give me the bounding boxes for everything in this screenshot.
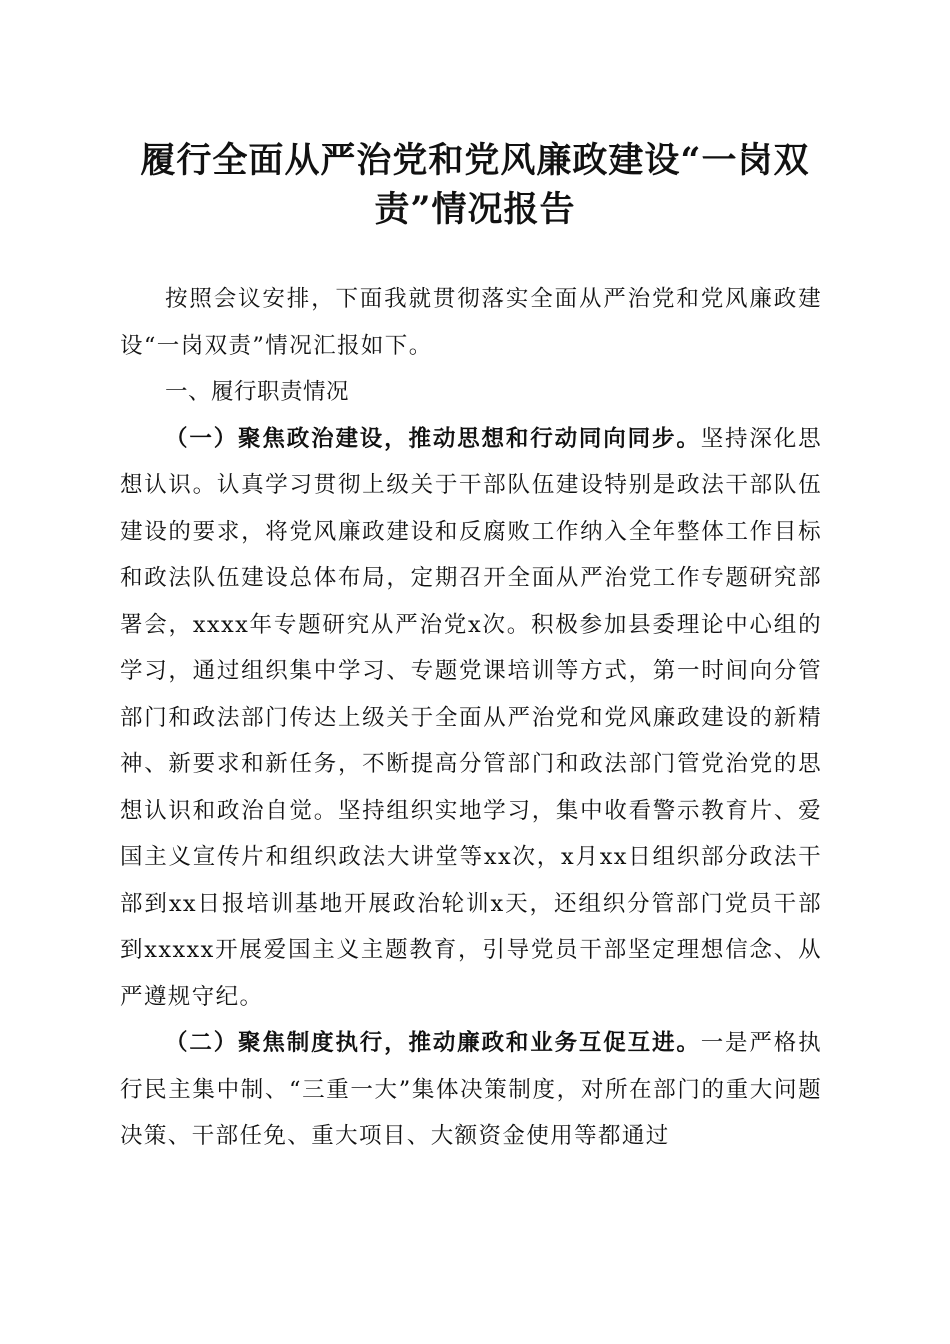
section-heading: 一、履行职责情况 (165, 379, 350, 405)
paragraph-1-body: 坚持深化思想认识。认真学习贯彻上级关于干部队伍建设特别是政法干部队伍建设的要求，将党风廉政建设和反腐败工作纳入全年整体工作目标和政法队伍建设总体布局，定期召开全面从严治党工作专题研究部署会，xxxx年专题研究从严治党x次。积极参加县委理论中心组的学习，通过组织集中学习、专题党课培训等方式，第一时间向分管部门和政法部门传达上级关于全面从严治党和党风廉政建设的新精神、新要求和新任务，不断提高分管部门和政法部门管党治党的思想认识和政治自觉。坚持组织实地学习，集中收看警示教育片、爱国主义宣传片和组织政法大讲堂等xx次，x月xx日组织部分政法干部到xx日报培训基地开展政治轮训x天，还组织分管部门党员干部到xxxxx开展爱国主义主题教育，引导党员干部坚定理想信念、从严遵规守纪。 (120, 425, 822, 1010)
document-title: 履行全面从严治党和党风廉政建设“一岗双责”情况报告 (140, 140, 810, 230)
paragraph-2-heading: （二）聚焦制度执行，推动廉政和业务互促互进。 (165, 1030, 701, 1056)
paragraph-2 (120, 1020, 822, 1160)
paragraph-1-heading: （一）聚焦政治建设，推动思想和行动同向同步。 (165, 425, 701, 452)
paragraph-2-body: 一是严格执行民主集中制、“三重一大”集体决策制度，对所在部门的重大问题决策、干部任免、重大项目、大额资金使用等都通过 (120, 1030, 822, 1149)
document-body (120, 276, 822, 1160)
paragraph-1 (120, 416, 822, 1021)
intro-paragraph: 按照会议安排，下面我就贯彻落实全面从严治党和党风廉政建设“一岗双责”情况汇报如下。 (120, 286, 822, 359)
